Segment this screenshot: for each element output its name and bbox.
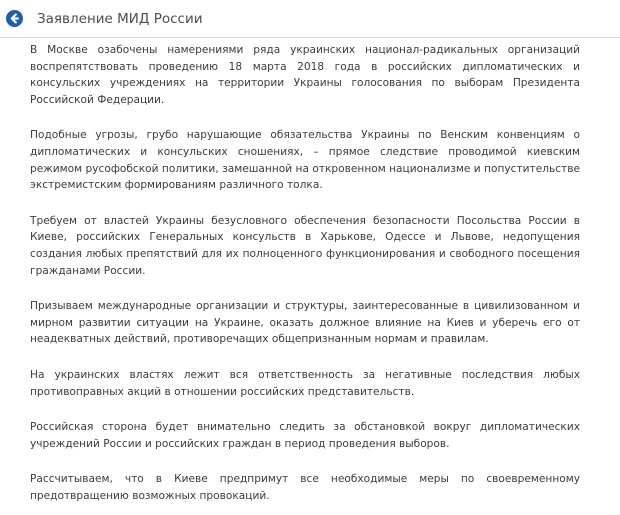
statement-body	[0, 38, 580, 504]
page-title: Заявление МИД России	[37, 10, 203, 27]
paragraph-6: Российская сторона будет внимательно следить за обстановкой вокруг дипломатических учреждений России и российских граждан в период проведения выборов.	[30, 421, 580, 450]
paragraph-4: Призываем международные организации и структуры, заинтересованные в цивилизованном и мирном развитии ситуации на Украине, оказать должное влияние на Киев и уберечь его от неадекватных действий, противоречащих общепризнанным нормам и правилам.	[30, 300, 580, 346]
paragraph-1: В Москве озабочены намерениями ряда украинских национал-радикальных организаций воспрепятствовать проведению 18 марта 2018 года в российских дипломатических и консульских учреждениях на территории Украины голосования по выборам Президента Российской Федерации.	[30, 44, 580, 106]
paragraph-7: Рассчитываем, что в Киеве предпримут все необходимые меры по своевременному предотвращению возможных провокаций.	[30, 473, 580, 502]
paragraph-5: На украинских властях лежит вся ответственность за негативные последствия любых противоправных акций в отношении российских представительств.	[30, 368, 580, 398]
arrow-left-icon	[6, 10, 23, 27]
page-header	[0, 0, 620, 38]
back-button[interactable]	[6, 10, 23, 27]
paragraph-3: Требуем от властей Украины безусловного обеспечения безопасности Посольства России в Киеве, российских Генеральных консульств в Харькове, Одессе и Львове, недопущения создания любых препятствий для их полноценного функционирования и свободного посещения гражданами России.	[30, 214, 580, 277]
paragraph-2: Подобные угрозы, грубо нарушающие обязательства Украины по Венским конвенциям о дипломатических и консульских сношениях, – прямое следствие проводимой киевским режимом русофобской политики, замешанной на откровенном национализме и попустительстве экстремистским формированиям различного толка.	[30, 129, 580, 192]
